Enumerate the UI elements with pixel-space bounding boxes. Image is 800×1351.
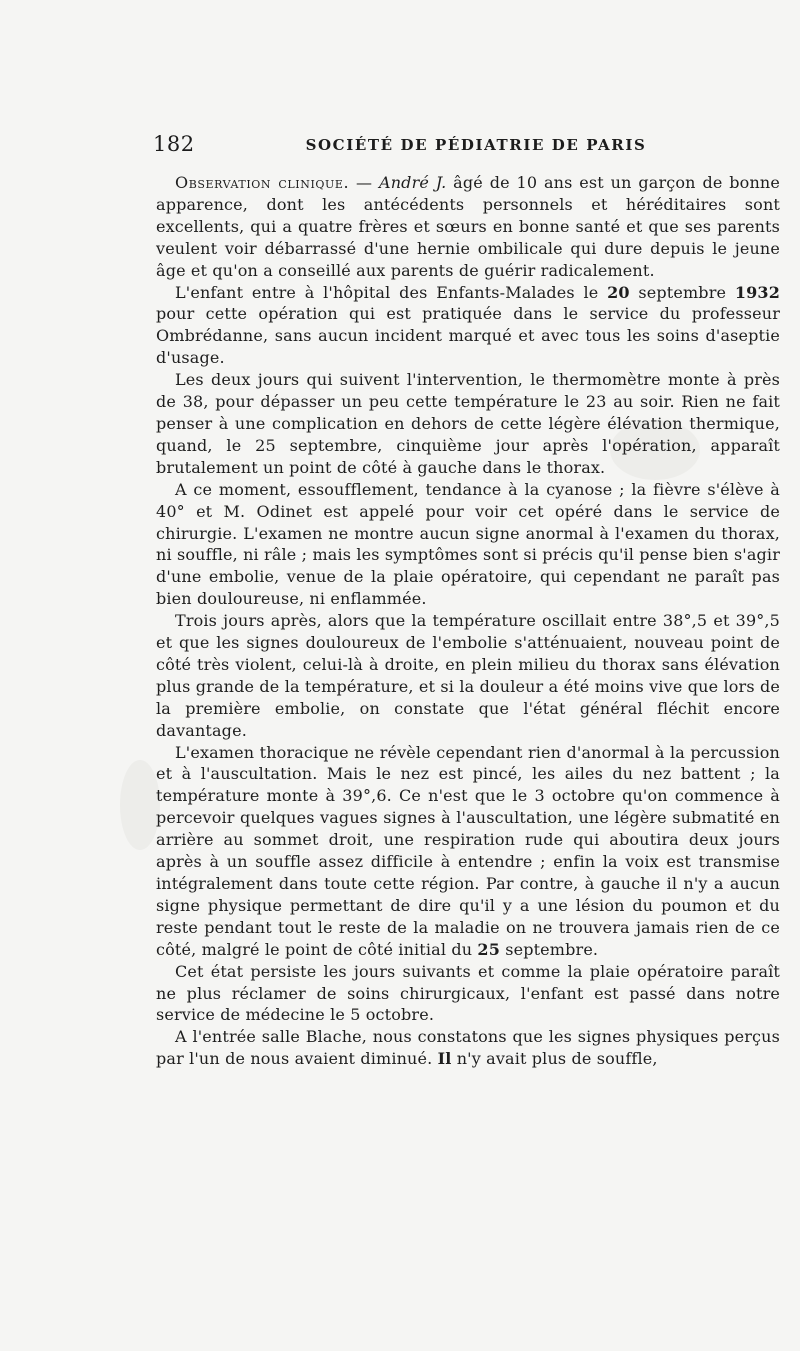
admission-day: 20 (607, 282, 630, 302)
admission-year: 1932 (734, 282, 780, 302)
paragraph-admission (156, 282, 780, 370)
page-header (153, 132, 781, 158)
paragraph-second-embolism: Trois jours après, alors que la température oscillait entre 38°,5 et 39°,5 et que les signes douloureux de l'embolie s'atténuaient, nouveau point de côté très violent, celui-là à droite, en plein milieu du thorax sans élévation plus grande de la température, et si la douleur a été moins vive que lors de la première embolie, on constate que l'état général fléchit encore davantage. (156, 611, 780, 740)
paragraph-first-embolism: A ce moment, essoufflement, tendance à la cyanose ; la fièvre s'élève à 40° et M. Odinet est appelé pour voir cet opéré dans le service de chirurgie. L'examen ne montre aucun signe anormal à l'examen du thorax, ni souffle, ni râle ; mais les symptômes sont si précis qu'il pense bien s'agir d'une embolie, venue de la plaie opératoire, qui cependant ne paraît pas bien douloureuse, ni enflammée. (156, 479, 780, 609)
paragraph-postop: Les deux jours qui suivent l'intervention, le thermomètre monte à près de 38, pour dépasser un peu cette température le 23 au soir. Rien ne fait penser à une complication en dehors de cette légère élévation thermique, quand, le 25 septembre, cinquième jour après l'opération, apparaît brutalement un point de côté à gauche dans le thorax. (156, 370, 780, 477)
paragraph-transfer: Cet état persiste les jours suivants et comme la plaie opératoire paraît ne plus réclamer de soins chirurgicaux, l'enfant est passé dans notre service de médecine le 5 octobre. (156, 961, 780, 1025)
section-label: Observation clinique. (175, 173, 350, 192)
dash: — (349, 173, 380, 192)
page-number: 182 (153, 132, 195, 156)
emphasis: Il (437, 1049, 452, 1069)
paragraph-text: L'examen thoracique ne révèle cependant rien d'anormal à la percussion et à l'auscultation. Mais le nez est pincé, les ailes du nez battent ; la température monte à 39°,6. Ce n'est que le 3 octobre qu'on commence à percevoir quelques vagues signes à l'auscultation, une légère submatité en arrière au sommet droit, une respiration rude qui aboutira deux jours après à un souffle assez difficile à entendre ; enfin la voix est transmise intégralement dans toute cette région. Par contre, à gauche il n'y a aucun signe physique permettant de dire qu'il y a une lésion du poumon et du reste pendant tout le reste de la maladie on ne trouvera jamais rien de ce côté, malgré le point de côté initial du (156, 742, 780, 959)
paragraph-text: A l'entrée salle Blache, nous constatons que les signes physiques perçus par l'un de nous avaient diminué. (156, 1027, 780, 1069)
article-body (156, 172, 780, 1070)
paragraph-text: septembre. (500, 939, 599, 959)
paragraph-text: L'enfant entre à l'hôpital des Enfants-Malades le (175, 282, 608, 302)
paragraph-blache (156, 1026, 780, 1070)
running-head: SOCIÉTÉ DE PÉDIATRIE DE PARIS (305, 136, 647, 154)
paragraph-text: âgé de 10 ans est un garçon de bonne apparence, dont les antécédents personnels et héréditaires sont excellents, qui a quatre frères et sœurs en bonne santé et que ses parents veulent voir débarrassé d'une hernie ombilicale qui dure depuis le jeune âge et qu'on a conseillé aux parents de guérir radicalement. (156, 173, 780, 280)
paragraph-text: septembre (629, 282, 735, 302)
paragraph-text: pour cette opération qui est pratiquée dans le service du professeur Ombrédanne, sans aucun incident marqué et avec tous les soins d'aseptie d'usage. (156, 304, 780, 368)
paragraph-observation (156, 172, 780, 282)
paragraph-text: n'y avait plus de souffle, (451, 1049, 658, 1069)
patient-name: André J. (379, 173, 447, 192)
paper-stain (120, 760, 160, 850)
paragraph-examination (156, 742, 780, 961)
initial-date: 25 (477, 939, 500, 959)
